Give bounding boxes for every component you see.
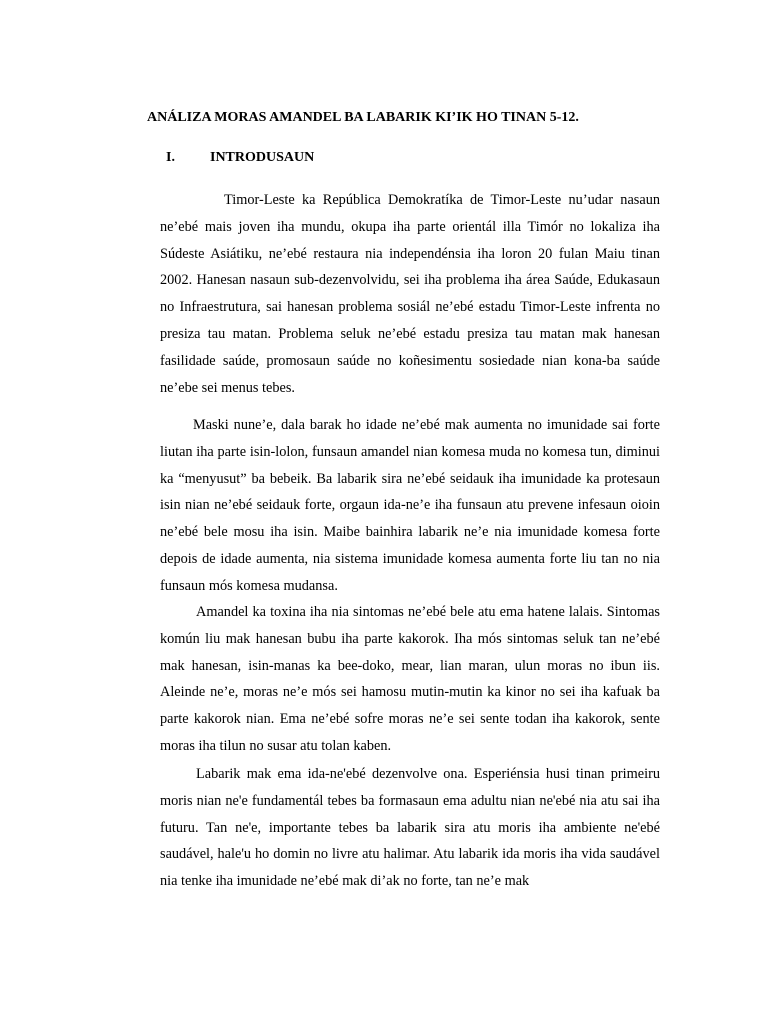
paragraph-4: Labarik mak ema ida-ne'ebé dezenvolve ona. Esperiénsia husi tinan primeiru moris nian ne'e fundamentál tebes ba formasaun ema adultu nian ne'ebé nia atu sai iha futuru. Tan ne'e, importante tebes ba labarik sira atu moris iha ambiente ne'ebé saudável, hale'u ho domin no livre atu halimar. Atu labarik ida moris iha vida saudável nia tenke iha imunidade ne’ebé mak di’ak no forte, tan ne’e mak — [160, 766, 660, 890]
paragraph-2: Maski nune’e, dala barak ho idade ne’ebé mak aumenta no imunidade sai forte liutan iha parte isin-lolon, funsaun amandel nian komesa muda no komesa tun, diminui ka “menyusut” ba bebeik. Ba labarik sira ne’ebé seidauk iha imunidade ka protesaun isin nian ne’ebé seidauk forte, orgaun ida-ne’e iha funsaun atu prevene infesaun oioin ne’ebé bele mosu iha isin. Maibe bainhira labarik ne’e nia imunidade komesa forte depois de idade aumenta, nia sistema imunidade komesa aumenta forte liu tan no nia funsaun mós komesa mudansa. — [160, 417, 660, 594]
section-heading: INTRODUSAUN — [210, 150, 315, 165]
document-title: ANÁLIZA MORAS AMANDEL BA LABARIK KI’IK HO TINAN 5-12. — [147, 110, 579, 125]
paragraph-1: Timor-Leste ka República Demokratíka de Timor-Leste nu’udar nasaun ne’ebé mais joven iha mundu, okupa iha parte orientál illa Timór no lokaliza iha Súdeste Asiátiku, ne’ebé restaura nia independénsia iha loron 20 fulan Maiu tinan 2002. Hanesan nasaun sub-dezenvolvidu, sei iha problema iha área Saúde, Edukasaun no Infraestrutura, sai hanesan problema sosiál ne’ebé estadu Timor-Leste infrenta no presiza tau matan. Problema seluk ne’ebé estadu presiza tau matan mak hanesan fasilidade saúde, promosaun saúde no koñesimentu sosiedade nian kona-ba saúde ne’ebe sei menus tebes. — [160, 192, 660, 396]
paragraph-3: Amandel ka toxina iha nia sintomas ne’ebé bele atu ema hatene lalais. Sintomas komún liu mak hanesan bubu iha parte kakorok. Iha mós sintomas seluk tan ne’ebé mak hanesan, isin-manas ka bee-doko, mear, lian maran, ulun moras no ibun iis. Aleinde ne’e, moras ne’e mós sei hamosu mutin-mutin ka kinor no sei iha kafuak ba parte kakorok nian. Ema ne’ebé sofre moras ne’e sei sente todan iha kakorok, sente moras iha tilun no susar atu tolan kaben. — [160, 604, 660, 754]
section-number: I. — [166, 150, 175, 165]
